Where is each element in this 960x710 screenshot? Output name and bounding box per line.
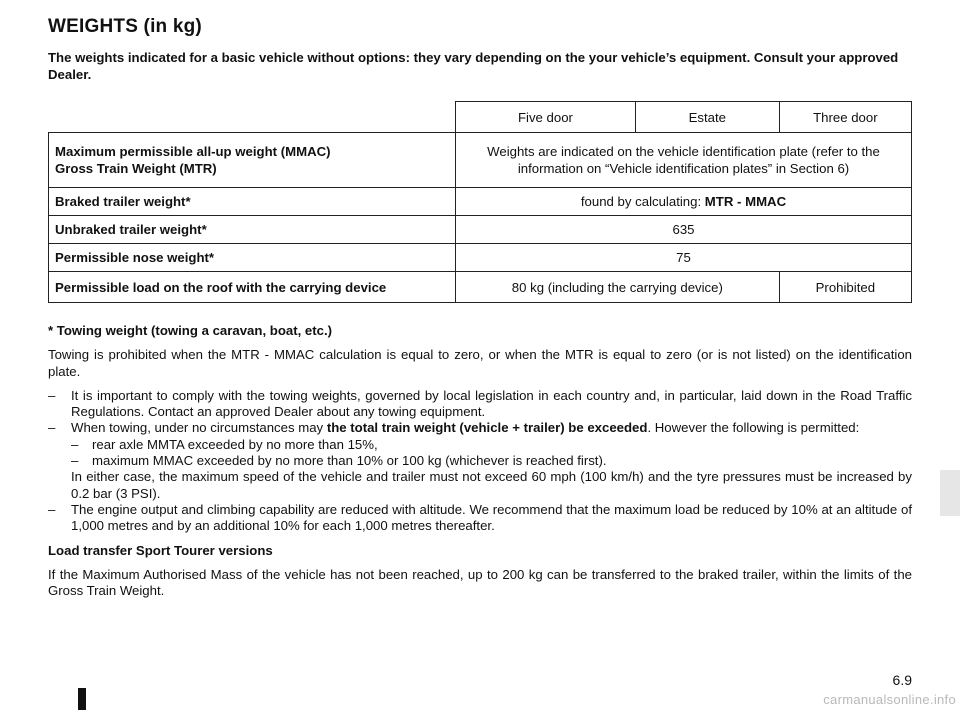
table-row-mmac xyxy=(49,133,912,188)
row-value-unbraked: 635 xyxy=(456,216,912,244)
section-tab-marker xyxy=(940,470,960,516)
row-label-roof: Permissible load on the roof with the carrying device xyxy=(49,272,456,303)
bullet-text-3: The engine output and climbing capability are reduced with altitude. We recommend that the maximum load be reduced by 10% at an altitude of 1,000 metres and by an additional 10% for each 1,000 metres thereafter. xyxy=(71,501,912,534)
bullet-2-emphasis: the total train weight (vehicle + trailer) be exceeded xyxy=(326,420,648,436)
col-header-three-door: Three door xyxy=(779,102,911,133)
bullet-2-prefix: When towing, under no circumstances may xyxy=(71,420,327,436)
table-row-unbraked xyxy=(49,216,912,244)
table-row-nose xyxy=(49,244,912,272)
col-header-five-door: Five door xyxy=(456,102,636,133)
dash-marker: – xyxy=(48,420,56,436)
col-header-estate: Estate xyxy=(635,102,779,133)
row-value-braked-formula: MTR - MMAC xyxy=(704,194,787,209)
bullet-2-suffix: . However the following is permitted: xyxy=(647,420,860,436)
dash-marker: – xyxy=(71,453,79,469)
bullet-2-after: In either case, the maximum speed of the vehicle and trailer must not exceed 60 mph (100 km/h) and the tyre pressures must be increased by 0.2 bar (3 PSI). xyxy=(71,469,912,501)
bullet-text-1: It is important to comply with the towing weights, governed by local legislation in each country and, in particular, laid down in the Road Traffic Regulations. Contact an approved Dealer about any towing equipment. xyxy=(71,387,912,420)
table-row-roof xyxy=(49,272,912,303)
page-number: 6.9 xyxy=(892,672,912,688)
row-value-braked xyxy=(456,188,912,216)
row-value-roof-main: 80 kg (including the carrying device) xyxy=(456,272,780,303)
watermark: carmanualsonline.info xyxy=(823,692,956,707)
dash-marker: – xyxy=(48,501,56,517)
dash-marker: – xyxy=(48,387,56,403)
sub-list-item xyxy=(71,437,912,453)
row-value-mmac: Weights are indicated on the vehicle identification plate (refer to the information on “Vehicle identification plates” in Section 6) xyxy=(456,133,912,188)
row-label-mmac xyxy=(49,133,456,188)
row-label-braked: Braked trailer weight* xyxy=(49,188,456,216)
page-title: WEIGHTS (in kg) xyxy=(48,16,202,37)
intro-text: The weights indicated for a basic vehicle without options: they vary depending on the your vehicle’s equipment. Consult your approved Dealer. xyxy=(48,50,899,82)
bullet-text-2 xyxy=(71,420,912,501)
row-value-nose: 75 xyxy=(456,244,912,272)
weights-table xyxy=(48,101,912,303)
row-label-mmac-line2: Gross Train Weight (MTR) xyxy=(55,161,217,176)
list-item xyxy=(48,502,912,535)
header-blank-cell xyxy=(49,102,456,133)
list-item xyxy=(48,388,912,421)
towing-heading: * Towing weight (towing a caravan, boat, etc.) xyxy=(48,323,333,338)
towing-paragraph: Towing is prohibited when the MTR - MMAC calculation is equal to zero, or when the MTR is equal to zero (or is not listed) on the identification plate. xyxy=(48,347,912,379)
row-label-unbraked: Unbraked trailer weight* xyxy=(49,216,456,244)
sub-bullet-text-2: maximum MMAC exceeded by no more than 10% or 100 kg (whichever is reached first). xyxy=(92,453,607,469)
row-value-braked-prefix: found by calculating: xyxy=(580,194,705,209)
row-value-roof-three-door: Prohibited xyxy=(779,272,911,303)
row-label-nose: Permissible nose weight* xyxy=(49,244,456,272)
load-transfer-title: Load transfer Sport Tourer versions xyxy=(48,542,273,558)
page-edge-marker xyxy=(78,688,86,710)
sub-bullet-text-1: rear axle MMTA exceeded by no more than 15%, xyxy=(92,436,378,452)
dash-marker: – xyxy=(71,436,79,452)
load-transfer-text: If the Maximum Authorised Mass of the vehicle has not been reached, up to 200 kg can be transferred to the braked trailer, within the limits of the Gross Train Weight. xyxy=(48,566,912,599)
row-label-mmac-line1: Maximum permissible all-up weight (MMAC) xyxy=(55,144,331,159)
sub-list-item xyxy=(71,453,912,469)
table-row-braked xyxy=(49,188,912,216)
towing-notes xyxy=(48,323,912,607)
list-item xyxy=(48,420,912,501)
table-header-row xyxy=(49,102,912,133)
